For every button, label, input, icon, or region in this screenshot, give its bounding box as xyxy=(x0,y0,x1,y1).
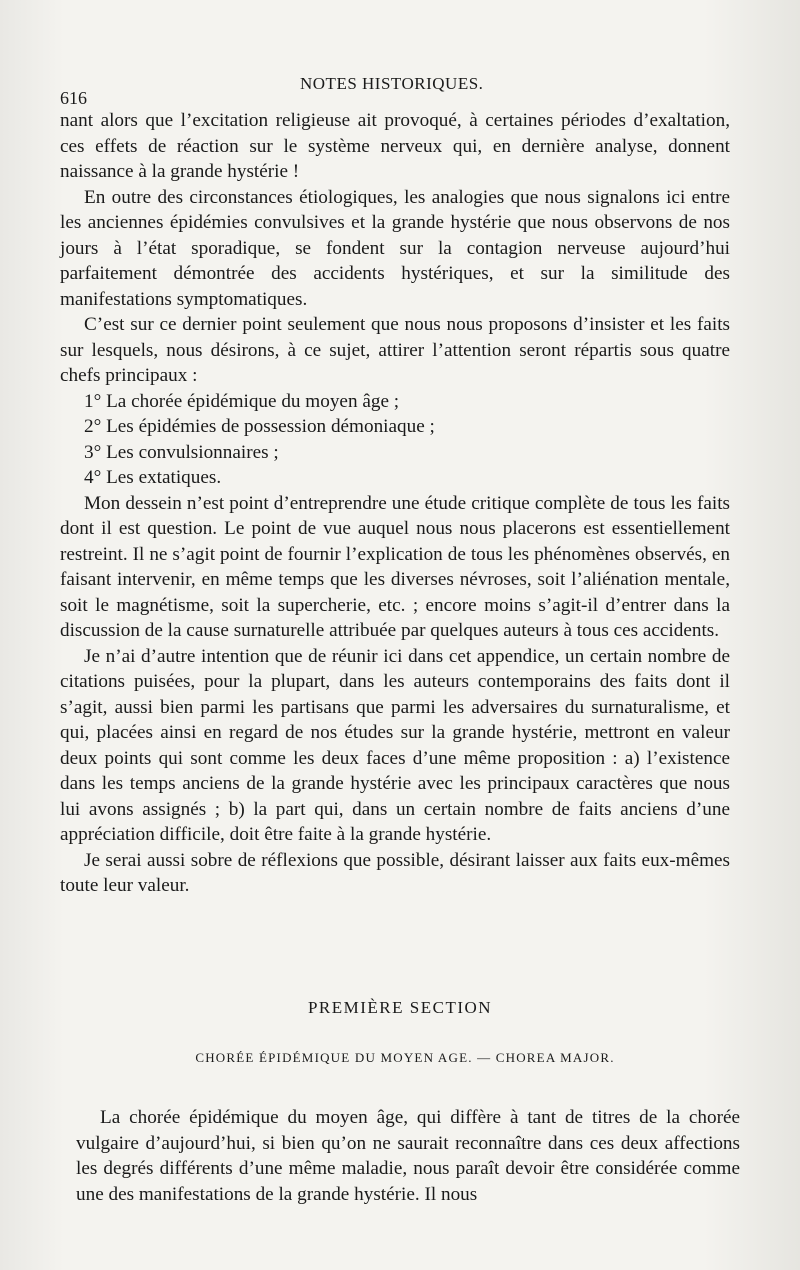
paragraph-categories: C’est sur ce dernier point seulement que nous nous proposons d’insister et les faits sur lesquels, nous désirons, à ce sujet, attirer l’attention seront répartis sous quatre chefs principaux : xyxy=(60,314,730,386)
paragraph-dessein: Mon dessein n’est point d’entreprendre une étude critique complète de tous les faits dont il est question. Le point de vue auquel nous nous placerons est essentiellement restreint. Il ne s’agit point de fournir l’explication de tous les phénomènes observés, en faisant intervenir, en même temps que les diverses névroses, soit l’aliénation mentale, soit le magnétisme, soit la supercherie, etc. ; encore moins s’agit-il d’entrer dans la discussion de la cause surnaturelle attribuée par quelques auteurs à tous ces accidents. xyxy=(60,492,730,641)
list-item-chorea: 1° La chorée épidémique du moyen âge ; xyxy=(84,390,400,412)
subsection-title: CHORÉE ÉPIDÉMIQUE DU MOYEN AGE. — CHOREA MAJOR. xyxy=(195,1050,615,1065)
paragraph-continuation: nant alors que l’excitation religieuse ait provoqué, à certaines périodes d’exaltation, ces effets de réaction sur le système nerveux qui, en dernière analyse, donnent naissance à la grande hystérie ! xyxy=(60,110,730,182)
paragraph-intention: Je n’ai d’autre intention que de réunir ici dans cet appendice, un certain nombre de citations puisées, pour la plupart, dans les auteurs contemporains des faits dont il s’agit, aussi bien parmi les partisans que parmi les adversaires du surnaturalisme, et qui, placées ainsi en regard de nos études sur la grande hystérie, mettront en valeur deux points qui sont comme les deux faces d’une même proposition : a) l’existence dans les temps anciens de la grande hystérie avec les principaux caractères que nous lui avons assignés ; b) la part qui, dans un certain nombre de faits anciens d’une appréciation difficile, doit être faite à la grande hystérie. xyxy=(60,645,730,845)
list-item-convulsionnaires: 3° Les convulsionnaires ; xyxy=(84,441,279,463)
page-header xyxy=(60,72,740,108)
list-item-extatiques: 4° Les extatiques. xyxy=(84,467,222,488)
section-title: PREMIÈRE SECTION xyxy=(307,998,493,1017)
paragraph-sobre: Je serai aussi sobre de réflexions que possible, désirant laisser aux faits eux-mêmes toute leur valeur. xyxy=(60,849,730,896)
paragraph-choree: La chorée épidémique du moyen âge, qui diffère à tant de titres de la chorée vulgaire d’aujourd’hui, si bien qu’on ne saurait reconnaître dans ces deux affections les degrés différents d’une même maladie, nous paraît devoir être considérée comme une des manifestations de la grande hystérie. Il nous xyxy=(76,1107,740,1205)
paragraph-etiology: En outre des circonstances étiologiques, les analogies que nous signalons ici entre les anciennes épidémies convulsives et la grande hystérie que nous observons de nos jours à l’état sporadique, se fondent sur la contagion nerveuse aujourd’hui parfaitement démontrée des accidents hystériques, et sur la similitude des manifestations symptomatiques. xyxy=(60,186,730,310)
page-number: 616 xyxy=(60,88,87,108)
running-head: NOTES HISTORIQUES. xyxy=(300,74,484,93)
body-text xyxy=(60,108,730,899)
section-text xyxy=(76,1105,740,1207)
list-item-possession: 2° Les épidémies de possession démoniaque ; xyxy=(84,416,435,437)
